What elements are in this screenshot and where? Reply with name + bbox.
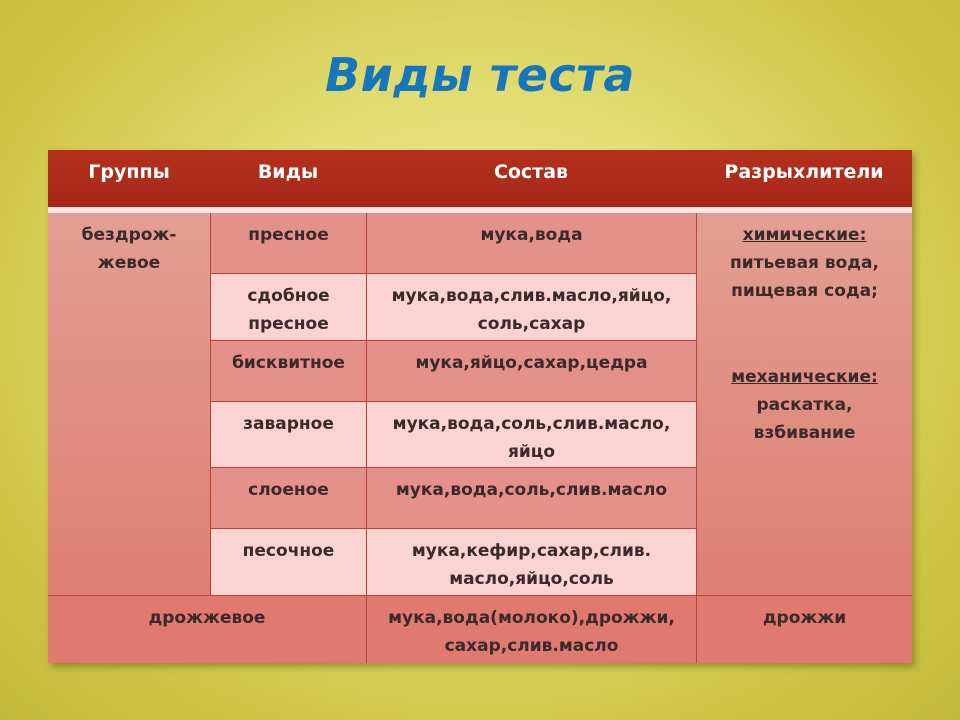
row-2-kind: сдобное пресное — [210, 273, 366, 340]
header-kinds: Виды — [257, 161, 319, 183]
header-groups: Группы — [88, 161, 170, 183]
dough-types-table — [48, 150, 912, 663]
header-composition: Состав — [493, 161, 569, 183]
row-1-composition: мука,вода — [366, 213, 696, 273]
row-3-composition: мука,яйцо,сахар,цедра — [366, 340, 696, 401]
table-header — [48, 150, 912, 207]
row-1-kind: пресное — [210, 213, 366, 273]
chemical-leaveners-label: химические: — [742, 225, 867, 245]
row-4-composition: мука,вода,соль,слив.масло, яйцо — [366, 401, 696, 467]
row-6-composition: мука,кефир,сахар,слив. масло,яйцо,соль — [366, 528, 696, 595]
yeast-leavener: дрожжи — [696, 595, 912, 663]
chemical-leaveners-items: питьевая вода, пищевая сода; — [730, 253, 879, 301]
yeast-group: дрожжевое — [48, 595, 366, 663]
header-leaveners: Разрыхлители — [724, 161, 884, 183]
group-yeast-free: бездрож- жевое — [81, 225, 177, 273]
row-4-kind: заварное — [210, 401, 366, 467]
row-5-kind: слоеное — [210, 467, 366, 528]
mechanical-leaveners-label: механические: — [731, 367, 878, 387]
row-2-composition: мука,вода,слив.масло,яйцо, соль,сахар — [366, 273, 696, 340]
row-6-kind: песочное — [210, 528, 366, 595]
slide-title: Виды теста — [325, 48, 635, 102]
row-5-composition: мука,вода,соль,слив.масло — [366, 467, 696, 528]
yeast-composition: мука,вода(молоко),дрожжи, сахар,слив.масло — [366, 595, 696, 663]
leaveners-cell — [696, 213, 912, 595]
mechanical-leaveners-items: раскатка, взбивание — [753, 395, 856, 443]
row-3-kind: бисквитное — [210, 340, 366, 401]
